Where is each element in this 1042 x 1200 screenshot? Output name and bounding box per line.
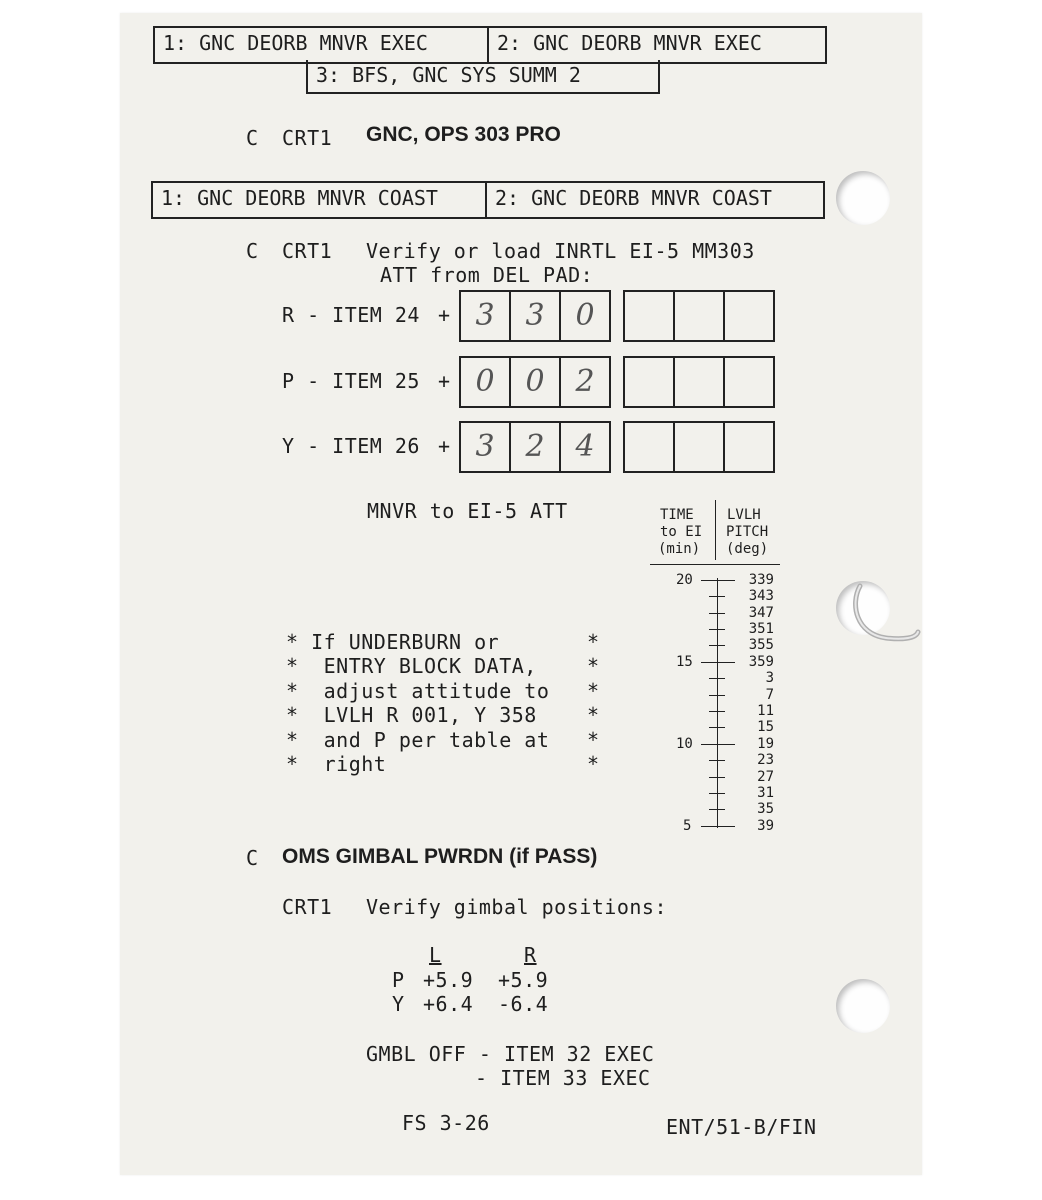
time-scale-axis [717, 578, 718, 828]
digit-box[interactable]: 2 [511, 423, 561, 471]
note-line: * If UNDERBURN or * [286, 630, 600, 654]
att-sign: + [438, 369, 451, 393]
digit-box[interactable]: 4 [575, 429, 595, 464]
digit-box[interactable]: 0 [511, 358, 561, 406]
blank-box[interactable] [625, 358, 675, 406]
table-divider-vertical [715, 500, 716, 560]
pitch-value: 3 [765, 670, 774, 686]
pitch-value: 15 [757, 719, 774, 735]
coast-box-2: 2: GNC DEORB MNVR COAST [495, 186, 772, 210]
time-label: 20 [676, 572, 693, 588]
minor-tick [709, 695, 725, 696]
att-sign: + [438, 303, 451, 327]
gimbal-instruction: Verify gimbal positions: [366, 895, 667, 919]
blank-box[interactable] [675, 292, 725, 340]
minor-tick [709, 711, 725, 712]
minor-tick [709, 596, 725, 597]
time-header-1: TIME [660, 507, 694, 523]
digit-box[interactable]: 3 [511, 292, 561, 340]
gimbal-value: -6.4 [498, 992, 549, 1016]
att-blank-boxes[interactable] [623, 290, 775, 342]
coast-box-1: 1: GNC DEORB MNVR COAST [153, 183, 487, 217]
minor-tick [709, 809, 725, 810]
digit-box[interactable]: 0 [575, 298, 595, 333]
pitch-header-3: (deg) [726, 541, 769, 557]
gimbal-value: +6.4 [423, 992, 474, 1016]
step2-line2: ATT from DEL PAD: [380, 263, 594, 287]
step2-crt: CRT1 [282, 239, 333, 263]
display-header-row1 [153, 26, 827, 64]
minor-tick [709, 760, 725, 761]
binder-hole [836, 979, 890, 1033]
major-tick [701, 826, 735, 827]
digit-box[interactable]: 0 [461, 358, 511, 406]
att-label: R - ITEM 24 [282, 303, 420, 327]
time-header-3: (min) [658, 541, 701, 557]
time-label: 10 [676, 736, 693, 752]
display-box-2: 2: GNC DEORB MNVR EXEC [497, 31, 762, 55]
blank-box[interactable] [725, 292, 773, 340]
minor-tick [709, 613, 725, 614]
gimbal-value: +5.9 [423, 968, 474, 992]
display-header-row2 [306, 60, 660, 94]
pitch-value: 19 [757, 736, 774, 752]
att-label: Y - ITEM 26 [282, 434, 420, 458]
blank-box[interactable] [725, 423, 773, 471]
coast-box-row [151, 181, 825, 219]
att-sign: + [438, 434, 451, 458]
footer-page-number: FS 3-26 [402, 1111, 490, 1135]
major-tick [701, 744, 735, 745]
minor-tick [709, 645, 725, 646]
pitch-value: 359 [748, 654, 774, 670]
pitch-header-1: LVLH [727, 507, 761, 523]
pitch-value: 35 [757, 801, 774, 817]
time-label: 5 [683, 818, 692, 834]
att-entry-boxes[interactable] [459, 290, 611, 342]
blank-box[interactable] [625, 423, 675, 471]
att-blank-boxes[interactable] [623, 356, 775, 408]
gimbal-col-r: R [524, 943, 537, 967]
gimbal-col-l: L [429, 943, 442, 967]
pitch-header-2: PITCH [726, 524, 769, 540]
blank-box[interactable] [675, 358, 725, 406]
checklist-page [120, 13, 922, 1175]
pitch-value: 7 [765, 687, 774, 703]
gimbal-axis: P [392, 968, 405, 992]
note-line: * and P per table at * [286, 728, 600, 752]
att-label: P - ITEM 25 [282, 369, 420, 393]
gimbal-axis: Y [392, 992, 405, 1016]
digit-box[interactable]: 3 [461, 292, 511, 340]
att-entry-boxes[interactable] [459, 356, 611, 408]
table-divider-horizontal [650, 564, 780, 565]
step3-title: OMS GIMBAL PWRDN (if PASS) [282, 845, 598, 868]
gimbal-off-2: - ITEM 33 EXEC [475, 1066, 651, 1090]
display-box-3: 3: BFS, GNC SYS SUMM 2 [316, 63, 581, 87]
note-line: * ENTRY BLOCK DATA, * [286, 654, 600, 678]
gimbal-crt: CRT1 [282, 895, 333, 919]
time-label: 15 [676, 654, 693, 670]
pitch-value: 27 [757, 769, 774, 785]
binder-hole [836, 171, 890, 225]
minor-tick [709, 777, 725, 778]
minor-tick [709, 727, 725, 728]
pitch-value: 23 [757, 752, 774, 768]
blank-box[interactable] [675, 423, 725, 471]
pitch-value: 39 [757, 818, 774, 834]
step2-line1: Verify or load INRTL EI-5 MM303 [366, 239, 755, 263]
blank-box[interactable] [725, 358, 773, 406]
att-blank-boxes[interactable] [623, 421, 775, 473]
binder-ring-icon [846, 578, 926, 648]
digit-box[interactable]: 2 [575, 364, 595, 399]
step1-title: GNC, OPS 303 PRO [366, 123, 561, 146]
pitch-value: 343 [748, 588, 774, 604]
gimbal-value: +5.9 [498, 968, 549, 992]
minor-tick [709, 629, 725, 630]
digit-box[interactable]: 3 [461, 423, 511, 471]
step2-marker: C [246, 239, 259, 263]
note-line: * right * [286, 752, 600, 776]
minor-tick [709, 793, 725, 794]
display-box-1: 1: GNC DEORB MNVR EXEC [155, 28, 489, 62]
footer-doc-id: ENT/51-B/FIN [666, 1115, 817, 1139]
major-tick [701, 580, 735, 581]
time-header-2: to EI [660, 524, 703, 540]
blank-box[interactable] [625, 292, 675, 340]
step3-marker: C [246, 846, 259, 870]
pitch-value: 31 [757, 785, 774, 801]
gimbal-off-1: GMBL OFF - ITEM 32 EXEC [366, 1042, 655, 1066]
step1-marker: C [246, 126, 259, 150]
step1-crt: CRT1 [282, 126, 333, 150]
pitch-value: 351 [748, 621, 774, 637]
pitch-value: 339 [748, 572, 774, 588]
att-entry-boxes[interactable] [459, 421, 611, 473]
pitch-value: 347 [748, 605, 774, 621]
mnvr-instruction: MNVR to EI-5 ATT [367, 499, 568, 523]
pitch-value: 355 [748, 637, 774, 653]
pitch-value: 11 [757, 703, 774, 719]
minor-tick [709, 678, 725, 679]
note-line: * adjust attitude to * [286, 679, 600, 703]
major-tick [701, 662, 735, 663]
note-line: * LVLH R 001, Y 358 * [286, 703, 600, 727]
